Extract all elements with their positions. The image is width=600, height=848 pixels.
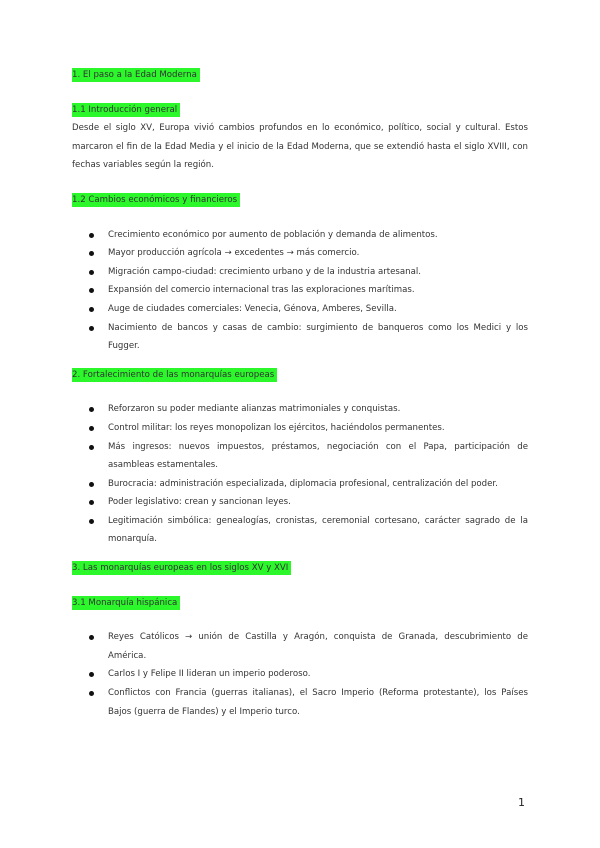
list-item-text: Mayor producción agrícola → excedentes → más comercio. <box>108 248 360 259</box>
page-number: 1 <box>518 796 525 809</box>
list-item-text: Migración campo-ciudad: crecimiento urbano y de la industria artesanal. <box>108 266 421 277</box>
section-3-title: 3. Las monarquías europeas en los siglos XV y XVI <box>72 561 291 575</box>
list-item-text: Burocracia: administración especializada, diplomacia profesional, centralización del poder. <box>108 478 498 489</box>
list-item <box>72 226 528 245</box>
bullet-icon <box>89 233 94 238</box>
list-item-text: Reforzaron su poder mediante alianzas matrimoniales y conquistas. <box>108 404 401 415</box>
list-item <box>72 300 528 319</box>
list-item-text: Expansión del comercio internacional tras las exploraciones marítimas. <box>108 285 415 296</box>
section-3-1-heading <box>72 594 528 613</box>
section-3-1-title: 3.1 Monarquía hispánica <box>72 596 180 610</box>
bullet-icon <box>89 519 94 524</box>
list-item-text: Nacimiento de bancos y casas de cambio: surgimiento de banqueros como los Medici y los Fugger. <box>108 322 528 352</box>
section-1-heading <box>72 66 528 85</box>
document-page <box>72 66 528 721</box>
list-item <box>72 665 528 684</box>
bullet-icon <box>89 251 94 256</box>
list-item <box>72 319 528 356</box>
list-item <box>72 684 528 721</box>
list-item-text: Control militar: los reyes monopolizan los ejércitos, haciéndolos permanentes. <box>108 422 445 433</box>
bullet-icon <box>89 270 94 275</box>
section-1-1-title: 1.1 Introducción general <box>72 103 180 117</box>
list-item <box>72 493 528 512</box>
section-1-1-paragraph: Desde el siglo XV, Europa vivió cambios profundos en lo económico, político, social y cultural. Estos marcaron el fin de la Edad Media y el inicio de la Edad Moderna, que se extendió hasta el siglo XVIII, con fechas variables según la región. <box>72 123 528 171</box>
section-1-2-list <box>72 226 528 356</box>
bullet-icon <box>89 672 94 677</box>
list-item-text: Poder legislativo: crean y sancionan leyes. <box>108 497 291 508</box>
list-item-text: Legitimación simbólica: genealogías, cronistas, ceremonial cortesano, carácter sagrado de la monarquía. <box>108 515 528 545</box>
list-item-text: Auge de ciudades comerciales: Venecia, Génova, Amberes, Sevilla. <box>108 303 397 314</box>
section-1-1-heading <box>72 101 528 120</box>
list-item <box>72 400 528 419</box>
bullet-icon <box>89 691 94 696</box>
list-item <box>72 438 528 475</box>
bullet-icon <box>89 445 94 450</box>
list-item-text: Conflictos con Francia (guerras italianas), el Sacro Imperio (Reforma protestante), los Países Bajos (guerra de Flandes) y el Imperio turco. <box>108 688 528 717</box>
section-3-heading <box>72 559 528 578</box>
list-item <box>72 512 528 549</box>
bullet-icon <box>89 500 94 505</box>
section-3-1-list <box>72 628 528 721</box>
list-item <box>72 263 528 282</box>
list-item <box>72 419 528 438</box>
list-item-text: Crecimiento económico por aumento de población y demanda de alimentos. <box>108 229 438 240</box>
section-2-title: 2. Fortalecimiento de las monarquías europeas <box>72 368 277 382</box>
bullet-icon <box>89 635 94 640</box>
bullet-icon <box>89 326 94 331</box>
list-item <box>72 281 528 300</box>
bullet-icon <box>89 288 94 293</box>
bullet-icon <box>89 307 94 312</box>
list-item <box>72 628 528 665</box>
list-item <box>72 475 528 494</box>
bullet-icon <box>89 407 94 412</box>
bullet-icon <box>89 482 94 487</box>
section-2-heading <box>72 366 528 385</box>
section-1-2-heading <box>72 191 528 210</box>
list-item-text: Reyes Católicos → unión de Castilla y Aragón, conquista de Granada, descubrimiento de América. <box>108 632 528 661</box>
list-item-text: Más ingresos: nuevos impuestos, préstamos, negociación con el Papa, participación de asambleas estamentales. <box>108 441 528 471</box>
section-1-2-title: 1.2 Cambios económicos y financieros <box>72 193 240 207</box>
bullet-icon <box>89 426 94 431</box>
section-2-list <box>72 400 528 549</box>
list-item <box>72 244 528 263</box>
list-item-text: Carlos I y Felipe II lideran un imperio poderoso. <box>108 669 311 680</box>
section-1-title: 1. El paso a la Edad Moderna <box>72 68 200 82</box>
